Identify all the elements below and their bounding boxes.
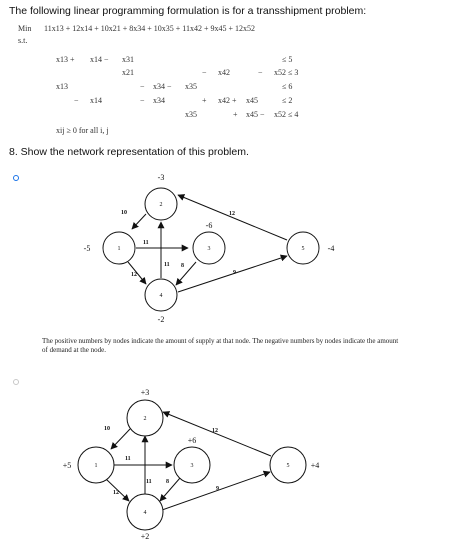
node-4-label: 4 [143,510,147,516]
arc-3-4-cost: 8 [166,479,169,485]
arc-2-1 [111,429,130,449]
constraint-4-term: x34 [153,96,165,105]
node-1-amount: +5 [62,461,72,470]
constraint-1-term: x31 [122,55,134,64]
node-4-amount: +2 [140,532,150,541]
network-option-2 [63,388,320,541]
question-text: 8. Show the network representation of this problem. [9,146,249,158]
arc-3-4 [160,478,180,501]
objective-function: 11x13 + 12x14 + 10x21 + 8x34 + 10x35 + 11x42 + 9x45 + 12x52 [44,24,255,33]
constraint-3-term: x13 [56,82,68,91]
constraint-5-term: x45 − [246,110,265,119]
min-label: Min [18,24,32,33]
constraint-1-term: x13 + [56,55,75,64]
arc-4-5-cost: 9 [216,486,219,492]
network-caption: The positive numbers by nodes indicate the amount of supply at that node. The negative numbers by nodes indicate the amount of demand at the node. [42,337,399,354]
arc-4-5-cost: 9 [233,270,236,276]
constraint-4-term: − [74,96,79,105]
node-3-amount: -6 [205,221,213,230]
node-4-amount: -2 [157,315,165,324]
arc-4-2-cost: 11 [146,479,152,485]
constraint-4-term: x14 [90,96,102,105]
arc-5-2 [163,412,271,456]
constraint-5-term: + [233,110,238,119]
node-1-label: 1 [94,463,98,469]
st-label: s.t. [18,36,28,45]
arc-4-2-cost: 11 [164,262,170,268]
constraint-4-term: − [140,96,145,105]
constraint-4-term: x45 [246,96,258,105]
arc-1-4-cost: 12 [113,490,119,496]
network-option-1 [84,173,335,324]
arc-1-3-cost: 11 [125,456,131,462]
arc-2-1 [132,214,146,229]
node-5-label: 5 [286,463,290,469]
node-2-label: 2 [143,416,147,422]
arc-3-4-cost: 8 [181,263,184,269]
constraint-2-term: − [258,68,263,77]
constraint-1-term: x14 − [90,55,109,64]
arc-1-4-cost: 12 [131,272,137,278]
node-3-amount: +6 [187,436,197,445]
node-2-label: 2 [159,202,163,208]
constraint-3-rhs: ≤ 6 [282,82,293,91]
intro-text: The following linear programming formulation is for a transshipment problem: [9,5,367,17]
arc-2-1-cost: 10 [121,210,127,216]
arc-5-2 [178,195,287,240]
constraint-5-term: x35 [185,110,197,119]
node-3-label: 3 [190,463,194,469]
node-1-amount: -5 [83,244,91,253]
constraint-2-rhs: x52 ≤ 3 [274,68,299,77]
arc-5-2-cost: 12 [212,428,218,434]
node-5-amount: +4 [310,461,320,470]
node-2-amount: +3 [140,388,150,397]
node-4-label: 4 [159,293,163,299]
node-3-label: 3 [207,246,211,252]
node-5-label: 5 [301,246,305,252]
node-2-amount: -3 [157,173,165,182]
constraint-1-rhs: ≤ 5 [282,55,293,64]
constraint-2-term: − [202,68,207,77]
constraint-3-term: x35 [185,82,197,91]
node-1-label: 1 [117,246,121,252]
arc-5-2-cost: 12 [229,211,235,217]
arc-2-1-cost: 10 [104,426,110,432]
constraint-2-term: x42 [218,68,230,77]
constraint-4-rhs: ≤ 2 [282,96,293,105]
node-5-amount: -4 [327,244,335,253]
constraint-3-term: − [140,82,145,91]
constraint-4-term: + [202,96,207,105]
constraint-2-term: x21 [122,68,134,77]
constraint-5-rhs: x52 ≤ 4 [274,110,299,119]
constraint-4-term: x42 + [218,96,237,105]
arc-1-3-cost: 11 [143,240,149,246]
constraint-3-term: x34 − [153,82,172,91]
nonnegativity-constraint: xij ≥ 0 for all i, j [56,126,109,135]
arc-3-4 [176,262,196,285]
